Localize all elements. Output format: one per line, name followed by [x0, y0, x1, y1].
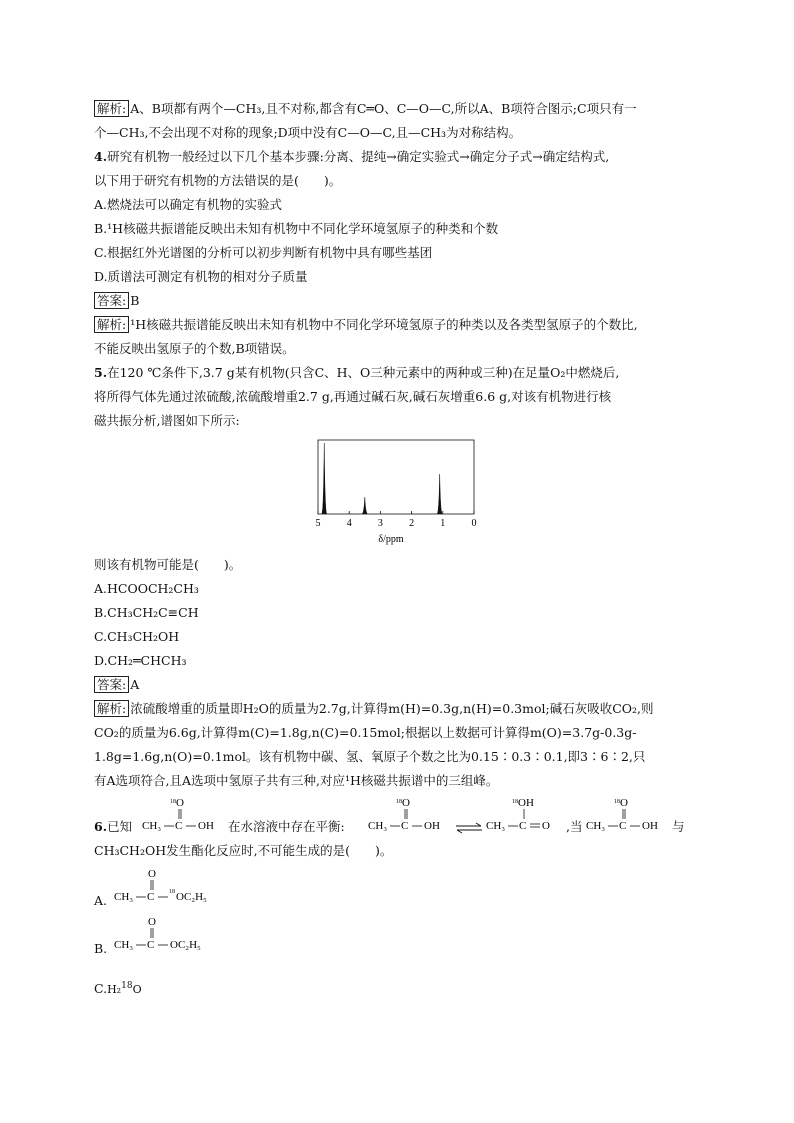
q5-stem-line2: 将所得气体先通过浓硫酸,浓硫酸增重2.7 g,再通过碱石灰,碱石灰增重6.6 g,对该有机物进行核 [94, 389, 612, 404]
svg-text:18: 18 [396, 799, 402, 805]
q6-option-c: C.H₂$^{18}$O [94, 981, 142, 996]
q4-option-d: D.质谱法可测定有机物的相对分子质量 [94, 269, 308, 284]
q5-question: 则该有机物可能是( )。 [94, 557, 242, 572]
svg-text:C: C [175, 820, 183, 832]
svg-text:18: 18 [170, 799, 176, 805]
nmr-peak-2 [362, 497, 367, 514]
q5-explanation-line2: CO₂的质量为6.6g,计算得m(C)=1.8g,n(C)=0.15mol;根据以上数据可计算得m(O)=3.7g-0.3g- [94, 725, 637, 740]
svg-text:18: 18 [614, 799, 620, 805]
q6-stem-line1-prefix: 6.已知 [94, 819, 133, 834]
svg-text:O: O [402, 797, 410, 809]
svg-text:OH: OH [198, 820, 214, 832]
x-tick-label-1: 1 [440, 518, 446, 529]
acetic-acid-18o-formula-2 [586, 795, 678, 837]
q6-stem-post2: 与 [672, 819, 685, 834]
explanation-tag: 解析: [94, 700, 129, 717]
q5-stem-line1: 5.在120 ℃条件下,3.7 g某有机物(只含C、H、O三种元素中的两种或三种)在足量O₂中燃烧后, [94, 365, 620, 380]
explanation-tag: 解析: [94, 100, 129, 117]
svg-text:CH₃: CH₃ [368, 820, 388, 832]
answer-tag: 答案: [94, 676, 129, 693]
q6-option-a-label: A. [94, 893, 108, 908]
q5-option-b: B.CH₃CH₂C≡CH [94, 605, 199, 620]
q5-explanation-line3: 1.8g=1.6g,n(O)=0.1mol。该有机物中碳、氢、氧原子个数之比为0.15∶0.3∶0.1,即3∶6∶2,只 [94, 749, 646, 764]
svg-text:O: O [542, 820, 550, 832]
q4-option-c: C.根据红外光谱图的分析可以初步判断有机物中具有哪些基团 [94, 245, 433, 260]
svg-text:CH₃: CH₃ [114, 939, 134, 951]
q4-option-a: A.燃烧法可以确定有机物的实验式 [94, 197, 283, 212]
q4-explanation-line2: 不能反映出氢原子的个数,B项错误。 [94, 341, 295, 356]
question-number: 4. [94, 149, 108, 164]
q5-explanation-line4: 有A选项符合,且A选项中氢原子共有三种,对应¹H核磁共振谱中的三组峰。 [94, 773, 499, 788]
q4-stem-line2: 以下用于研究有机物的方法错误的是( )。 [94, 173, 342, 188]
q3-explanation-line2: 个—CH₃,不会出现不对称的现象;D项中没有C—O—C,且—CH₃为对称结构。 [94, 125, 522, 140]
acetic-acid-enol-formula [486, 795, 566, 837]
svg-text:CH₃: CH₃ [486, 820, 506, 832]
q4-explanation-line1: 解析: ¹H核磁共振谱能反映出未知有机物中不同化学环境氢原子的种类以及各类型氢原子的个数比, [94, 316, 638, 334]
svg-text:C: C [147, 891, 155, 903]
q5-explanation-line1: 解析: 浓硫酸增重的质量即H₂O的质量为2.7g,计算得m(H)=0.3g,n(H)=0.3mol;碱石灰吸收CO₂,则 [94, 700, 654, 718]
svg-text:C: C [619, 820, 627, 832]
question-number: 6. [94, 819, 108, 834]
svg-text:C: C [519, 820, 527, 832]
explanation-tag: 解析: [94, 316, 129, 333]
svg-text:OH: OH [518, 797, 534, 809]
chart-frame [318, 440, 474, 514]
equilibrium-arrow-icon [454, 822, 484, 834]
q5-option-c: C.CH₃CH₂OH [94, 629, 180, 644]
answer-value: B [130, 293, 140, 308]
q6-option-a-formula [114, 866, 234, 908]
svg-text:O: O [148, 868, 156, 880]
q5-answer [94, 676, 139, 694]
svg-text:O: O [620, 797, 628, 809]
x-tick-label-2: 2 [409, 518, 415, 529]
q6-stem-line2: CH₃CH₂OH发生酯化反应时,不可能生成的是( )。 [94, 843, 393, 858]
x-tick-label-4: 4 [346, 518, 352, 529]
svg-text:O: O [176, 797, 184, 809]
acetic-acid-18o-formula [142, 795, 234, 837]
x-tick-label-5: 5 [315, 518, 321, 529]
q4-option-b: B.¹H核磁共振谱能反映出未知有机物中不同化学环境氢原子的种类和个数 [94, 221, 499, 236]
q6-option-b-formula [114, 914, 234, 956]
q4-answer [94, 292, 139, 310]
svg-text:OC₂H₅: OC₂H₅ [176, 891, 207, 903]
q6-stem-mid: 在水溶液中存在平衡: [228, 819, 345, 834]
acetic-acid-18o-keto-formula [368, 795, 460, 837]
q5-option-d: D.CH₂═CHCH₃ [94, 653, 187, 668]
nmr-peak-1 [322, 443, 327, 514]
svg-text:CH₃: CH₃ [586, 820, 606, 832]
svg-text:O: O [148, 916, 156, 928]
svg-text:CH₃: CH₃ [114, 891, 134, 903]
q6-option-b-label: B. [94, 941, 108, 956]
answer-tag: 答案: [94, 292, 129, 309]
svg-text:18: 18 [512, 799, 518, 805]
q5-stem-line3: 磁共振分析,谱图如下所示: [94, 413, 240, 428]
svg-text:OH: OH [642, 820, 658, 832]
svg-text:C: C [401, 820, 409, 832]
svg-text:OC₂H₅: OC₂H₅ [170, 939, 201, 951]
question-number: 5. [94, 365, 108, 380]
svg-text:CH₃: CH₃ [142, 820, 162, 832]
chart-xlabel: δ/ppm [378, 534, 404, 545]
q4-stem-line1: 4.研究有机物一般经过以下几个基本步骤:分离、提纯→确定实验式→确定分子式→确定结构式, [94, 149, 610, 164]
nmr-peak-3 [437, 474, 442, 514]
svg-text:OH: OH [424, 820, 440, 832]
answer-value: A [130, 677, 140, 692]
q6-stem-post1: ,当 [566, 819, 583, 834]
x-tick-label-0: 0 [471, 518, 477, 529]
q5-option-a: A.HCOOCH₂CH₃ [94, 581, 199, 596]
nmr-spectrum-chart [300, 432, 490, 547]
svg-text:18: 18 [169, 889, 175, 895]
q3-explanation-line1: 解析: A、B项都有两个—CH₃,且不对称,都含有C═O、C—O—C,所以A、B项符合图示;C项只有一 [94, 100, 637, 118]
svg-text:C: C [147, 939, 155, 951]
x-tick-label-3: 3 [377, 518, 383, 529]
